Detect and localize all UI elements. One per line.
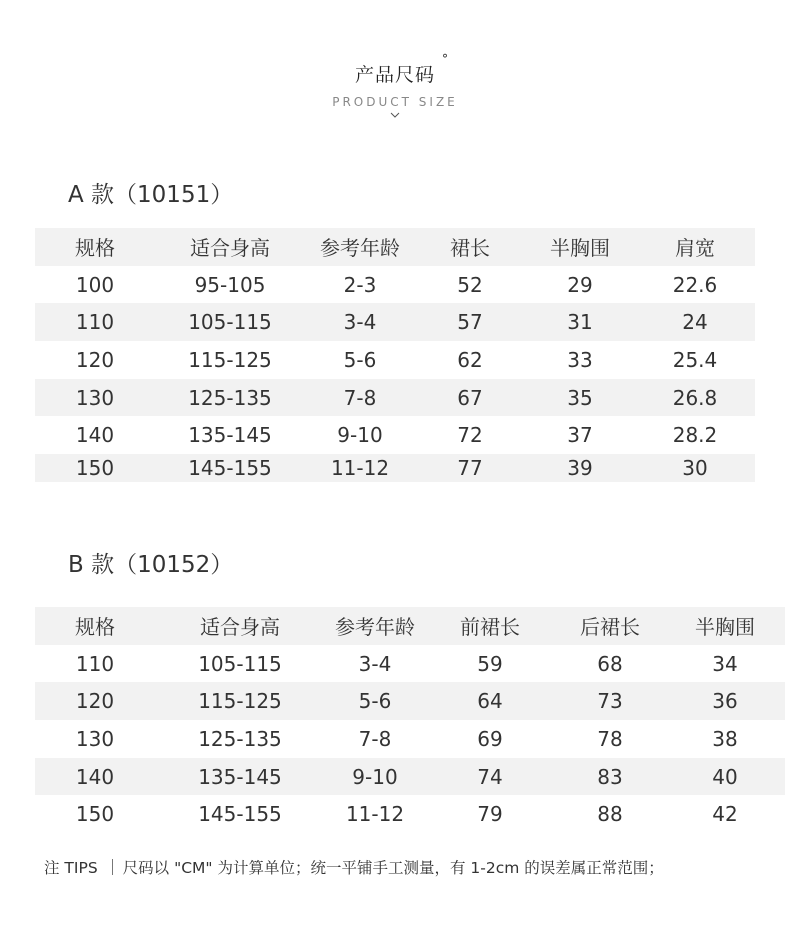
- size-table-b: [35, 607, 785, 833]
- table-cell: 150: [75, 802, 115, 827]
- table-cell: 100: [75, 272, 115, 297]
- column-header: 半胸围: [550, 236, 610, 261]
- table-header-row: [35, 228, 755, 266]
- table-cell: 150: [75, 456, 115, 481]
- table-cell: 135-145: [188, 423, 272, 448]
- table-cell: 69: [477, 726, 503, 751]
- table-cell: 120: [75, 689, 115, 714]
- table-row: [35, 341, 755, 379]
- table-cell: 26.8: [672, 385, 718, 410]
- table-cell: 59: [477, 651, 503, 676]
- table-cell: 125-135: [188, 385, 272, 410]
- table-cell: 22.6: [672, 272, 718, 297]
- tips-text: 尺码以 "CM" 为计算单位；统一平铺手工测量，有 1-2cm 的误差属正常范围；: [122, 859, 664, 877]
- table-cell: 62: [457, 347, 483, 372]
- table-header-row: [35, 607, 785, 645]
- table-cell: 33: [567, 347, 593, 372]
- table-cell: 110: [75, 651, 115, 676]
- table-cell: 145-155: [198, 802, 282, 827]
- table-cell: 115-125: [198, 689, 282, 714]
- table-cell: 140: [75, 764, 115, 789]
- table-cell: 25.4: [672, 347, 718, 372]
- page-title: [354, 52, 449, 87]
- table-cell: 57: [457, 310, 483, 335]
- column-header: 规格: [75, 236, 115, 261]
- size-table-a: [35, 228, 755, 482]
- table-cell: 39: [567, 456, 593, 481]
- table-cell: 29: [567, 272, 593, 297]
- column-header: 参考年龄: [335, 615, 415, 640]
- table-row: [35, 416, 755, 454]
- column-header: 前裙长: [460, 615, 520, 640]
- column-header: 适合身高: [200, 615, 280, 640]
- table-cell: 79: [477, 802, 503, 827]
- table-cell: 30: [682, 456, 708, 481]
- table-cell: 64: [477, 689, 503, 714]
- table-row: [35, 795, 785, 833]
- section-a-title: A 款（10151）: [68, 182, 234, 208]
- table-cell: 120: [75, 347, 115, 372]
- section-b-title: B 款（10152）: [68, 552, 234, 578]
- table-cell: 35: [567, 385, 593, 410]
- table-row: [35, 645, 785, 683]
- table-cell: 140: [75, 423, 115, 448]
- page-title-text: 产品尺码: [354, 64, 435, 86]
- table-cell: 28.2: [672, 423, 718, 448]
- table-cell: 110: [75, 310, 115, 335]
- table-cell: 34: [712, 651, 738, 676]
- table-cell: 95-105: [194, 272, 266, 297]
- table-cell: 7-8: [358, 726, 392, 751]
- table-cell: 36: [712, 689, 738, 714]
- table-cell: 72: [457, 423, 483, 448]
- table-cell: 7-8: [343, 385, 377, 410]
- table-cell: 11-12: [345, 802, 405, 827]
- column-header: 后裙长: [580, 615, 640, 640]
- table-cell: 9-10: [337, 423, 383, 448]
- table-cell: 67: [457, 385, 483, 410]
- table-cell: 130: [75, 385, 115, 410]
- table-cell: 77: [457, 456, 483, 481]
- table-cell: 78: [597, 726, 623, 751]
- tips-divider: [112, 859, 113, 875]
- table-cell: 3-4: [358, 651, 392, 676]
- table-cell: 83: [597, 764, 623, 789]
- column-header: 半胸围: [695, 615, 755, 640]
- table-row: [35, 303, 755, 341]
- table-cell: 2-3: [343, 272, 377, 297]
- table-cell: 42: [712, 802, 738, 827]
- table-cell: 3-4: [343, 310, 377, 335]
- title-degree-mark: °: [442, 52, 449, 66]
- table-cell: 9-10: [352, 764, 398, 789]
- table-row: [35, 266, 755, 304]
- table-cell: 24: [682, 310, 708, 335]
- table-row: [35, 682, 785, 720]
- table-cell: 5-6: [343, 347, 377, 372]
- tips-note: [44, 856, 664, 878]
- table-cell: 88: [597, 802, 623, 827]
- column-header: 参考年龄: [320, 236, 400, 261]
- table-cell: 73: [597, 689, 623, 714]
- table-row: [35, 454, 755, 482]
- column-header: 裙长: [450, 236, 490, 261]
- tips-label: 注 TIPS: [44, 859, 98, 877]
- table-row: [35, 379, 755, 417]
- page-subtitle: PRODUCT SIZE: [332, 95, 458, 109]
- table-cell: 37: [567, 423, 593, 448]
- table-cell: 38: [712, 726, 738, 751]
- table-cell: 125-135: [198, 726, 282, 751]
- column-header: 规格: [75, 615, 115, 640]
- table-cell: 145-155: [188, 456, 272, 481]
- column-header: 肩宽: [675, 236, 715, 261]
- table-cell: 130: [75, 726, 115, 751]
- chevron-down-icon: [0, 111, 790, 119]
- table-cell: 115-125: [188, 347, 272, 372]
- page-header: [0, 52, 790, 119]
- table-cell: 52: [457, 272, 483, 297]
- table-cell: 74: [477, 764, 503, 789]
- column-header: 适合身高: [190, 236, 270, 261]
- table-row: [35, 758, 785, 796]
- table-row: [35, 720, 785, 758]
- table-cell: 31: [567, 310, 593, 335]
- table-cell: 135-145: [198, 764, 282, 789]
- table-cell: 105-115: [198, 651, 282, 676]
- table-cell: 40: [712, 764, 738, 789]
- table-cell: 11-12: [330, 456, 390, 481]
- table-cell: 105-115: [188, 310, 272, 335]
- table-cell: 68: [597, 651, 623, 676]
- table-cell: 5-6: [358, 689, 392, 714]
